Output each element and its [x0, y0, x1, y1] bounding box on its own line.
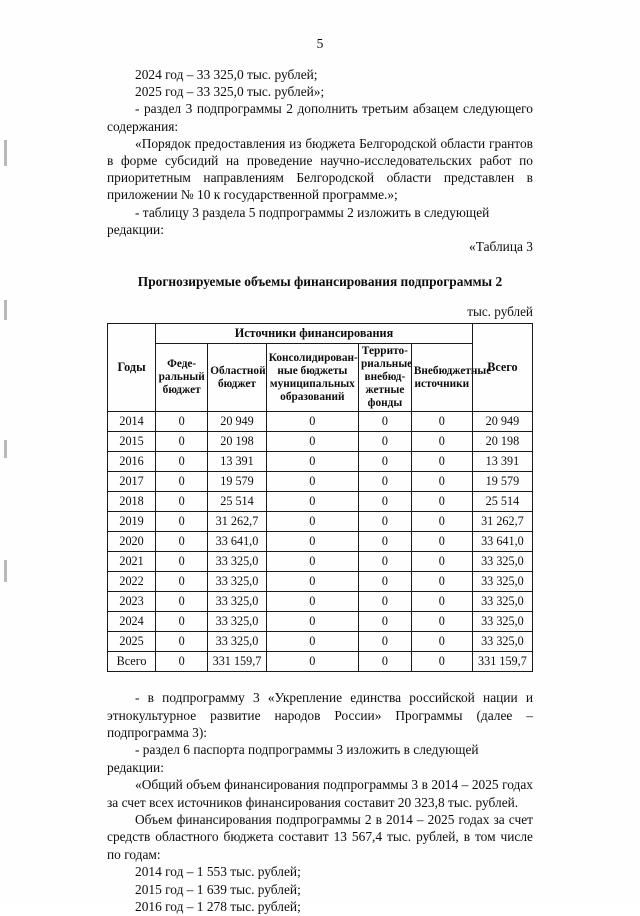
cell-fed: 0	[156, 532, 208, 552]
cell-fed: 0	[156, 572, 208, 592]
cell-fed: 0	[156, 652, 208, 672]
cell-terr: 0	[358, 532, 411, 552]
cell-vneb: 0	[411, 612, 472, 632]
cell-total: 13 391	[472, 452, 532, 472]
cell-fed: 0	[156, 452, 208, 472]
table-row	[108, 412, 533, 432]
cell-years: 2023	[108, 592, 156, 612]
cell-fed: 0	[156, 412, 208, 432]
scan-artifact-mark	[4, 140, 7, 166]
cell-terr: 0	[358, 492, 411, 512]
paragraph-section3-addition: - раздел 3 подпрограммы 2 дополнить третьим абзацем следующего содержания:	[107, 101, 533, 134]
cell-cons: 0	[266, 612, 358, 632]
cell-vneb: 0	[411, 432, 472, 452]
column-header-years: Годы	[108, 324, 156, 412]
cell-fed: 0	[156, 512, 208, 532]
cell-terr: 0	[358, 592, 411, 612]
cell-total: 331 159,7	[472, 652, 532, 672]
page-content	[107, 66, 533, 916]
table-row	[108, 532, 533, 552]
cell-years: 2019	[108, 512, 156, 532]
paragraph-2016-amount: 2016 год – 1 278 тыс. рублей;	[135, 899, 301, 915]
cell-obl: 33 641,0	[208, 532, 267, 552]
cell-terr: 0	[358, 552, 411, 572]
scan-artifact-mark	[4, 560, 7, 582]
cell-obl: 20 949	[208, 412, 267, 432]
cell-cons: 0	[266, 432, 358, 452]
table-row	[108, 552, 533, 572]
cell-total: 20 949	[472, 412, 532, 432]
cell-obl: 33 325,0	[208, 572, 267, 592]
paragraph-2015-amount: 2015 год – 1 639 тыс. рублей;	[135, 881, 301, 897]
cell-total: 33 325,0	[472, 592, 532, 612]
table-caption-label: «Таблица 3	[469, 239, 533, 255]
cell-total: 31 262,7	[472, 512, 532, 532]
table-row	[108, 592, 533, 612]
scan-artifact-mark	[4, 300, 7, 320]
column-header-regional-budget: Областной бюджет	[208, 344, 267, 412]
cell-years: 2018	[108, 492, 156, 512]
cell-cons: 0	[266, 412, 358, 432]
cell-vneb: 0	[411, 492, 472, 512]
cell-cons: 0	[266, 632, 358, 652]
cell-total: 19 579	[472, 472, 532, 492]
cell-obl: 33 325,0	[208, 632, 267, 652]
cell-cons: 0	[266, 572, 358, 592]
cell-cons: 0	[266, 532, 358, 552]
cell-fed: 0	[156, 492, 208, 512]
paragraph-2014-amount: 2014 год – 1 553 тыс. рублей;	[135, 864, 301, 880]
column-header-consolidated-budgets: Консолидирован- ные бюджеты муниципальных образований	[266, 344, 358, 412]
cell-years: 2015	[108, 432, 156, 452]
cell-vneb: 0	[411, 452, 472, 472]
cell-total: 25 514	[472, 492, 532, 512]
cell-years: 2014	[108, 412, 156, 432]
cell-terr: 0	[358, 472, 411, 492]
table-row	[108, 572, 533, 592]
cell-cons: 0	[266, 472, 358, 492]
cell-total: 33 641,0	[472, 532, 532, 552]
table-column-header-row	[108, 344, 533, 412]
cell-vneb: 0	[411, 472, 472, 492]
cell-total: 33 325,0	[472, 612, 532, 632]
table-row	[108, 492, 533, 512]
cell-obl: 33 325,0	[208, 552, 267, 572]
cell-fed: 0	[156, 632, 208, 652]
table-row	[108, 612, 533, 632]
cell-obl: 31 262,7	[208, 512, 267, 532]
cell-fed: 0	[156, 432, 208, 452]
cell-total: 33 325,0	[472, 552, 532, 572]
cell-years: 2020	[108, 532, 156, 552]
table-row	[108, 512, 533, 532]
cell-vneb: 0	[411, 552, 472, 572]
table-body	[108, 412, 533, 672]
cell-obl: 33 325,0	[208, 612, 267, 632]
cell-total: 33 325,0	[472, 572, 532, 592]
paragraph-grant-procedure: «Порядок предоставления из бюджета Белгородской области грантов в форме субсидий на проведение научно-исследовательских работ по приоритетным направлениям Белгородской области представлен в приложении № 10 к государственной программе.»;	[107, 135, 533, 203]
paragraph-total-financing: «Общий объем финансирования подпрограммы 3 в 2014 – 2025 годах за счет всех источников финансирования составит 20 323,8 тыс. рублей.	[107, 777, 533, 810]
table-group-header-row	[108, 324, 533, 344]
financing-table	[107, 323, 533, 672]
cell-cons: 0	[266, 492, 358, 512]
cell-fed: 0	[156, 552, 208, 572]
table-row	[108, 652, 533, 672]
cell-years: 2022	[108, 572, 156, 592]
cell-terr: 0	[358, 652, 411, 672]
column-group-header-sources: Источники финансирования	[156, 324, 473, 344]
cell-vneb: 0	[411, 572, 472, 592]
table-head	[108, 324, 533, 412]
cell-years: Всего	[108, 652, 156, 672]
cell-cons: 0	[266, 592, 358, 612]
cell-fed: 0	[156, 592, 208, 612]
cell-vneb: 0	[411, 632, 472, 652]
cell-years: 2021	[108, 552, 156, 572]
paragraph-section6-revision: - раздел 6 паспорта подпрограммы 3 изложить в следующей редакции:	[107, 742, 479, 775]
cell-terr: 0	[358, 452, 411, 472]
cell-vneb: 0	[411, 512, 472, 532]
cell-years: 2017	[108, 472, 156, 492]
column-header-federal-budget: Феде- ральный бюджет	[156, 344, 208, 412]
cell-fed: 0	[156, 472, 208, 492]
paragraph-regional-financing: Объем финансирования подпрограммы 2 в 2014 – 2025 годах за счет средств областного бюджета составит 13 567,4 тыс. рублей, в том числе по годам:	[107, 812, 533, 862]
table-row	[108, 432, 533, 452]
cell-obl: 33 325,0	[208, 592, 267, 612]
cell-obl: 20 198	[208, 432, 267, 452]
cell-fed: 0	[156, 612, 208, 632]
cell-cons: 0	[266, 512, 358, 532]
paragraph-subprogram3-intro: - в подпрограмму 3 «Укрепление единства российской нации и этнокультурное развитие народов России» Программы (далее – подпрограмма 3):	[107, 690, 533, 741]
cell-terr: 0	[358, 412, 411, 432]
column-header-territorial-funds: Террито- риальные внебюд- жетные фонды	[358, 344, 411, 412]
table-row	[108, 632, 533, 652]
cell-terr: 0	[358, 632, 411, 652]
table-title: Прогнозируемые объемы финансирования подпрограммы 2	[137, 274, 503, 290]
cell-years: 2024	[108, 612, 156, 632]
cell-cons: 0	[266, 452, 358, 472]
paragraph-2024-amount: 2024 год – 33 325,0 тыс. рублей;	[135, 67, 318, 82]
column-header-extrabudgetary: Внебюджетные источники	[411, 344, 472, 412]
paragraph-2025-amount: 2025 год – 33 325,0 тыс. рублей»;	[135, 84, 325, 100]
cell-years: 2016	[108, 452, 156, 472]
cell-total: 20 198	[472, 432, 532, 452]
cell-vneb: 0	[411, 592, 472, 612]
cell-vneb: 0	[411, 532, 472, 552]
cell-obl: 25 514	[208, 492, 267, 512]
table-units-label: тыс. рублей	[467, 304, 533, 320]
cell-terr: 0	[358, 612, 411, 632]
table-row	[108, 452, 533, 472]
cell-terr: 0	[358, 432, 411, 452]
cell-obl: 331 159,7	[208, 652, 267, 672]
cell-obl: 19 579	[208, 472, 267, 492]
paragraph-table3-revision: - таблицу 3 раздела 5 подпрограммы 2 изложить в следующей редакции:	[107, 204, 490, 237]
paragraphs-after-table	[107, 689, 533, 915]
cell-years: 2025	[108, 632, 156, 652]
cell-total: 33 325,0	[472, 632, 532, 652]
cell-terr: 0	[358, 572, 411, 592]
cell-cons: 0	[266, 552, 358, 572]
cell-obl: 13 391	[208, 452, 267, 472]
column-header-total: Всего	[472, 324, 532, 412]
cell-vneb: 0	[411, 412, 472, 432]
scan-artifact-mark	[4, 440, 7, 458]
cell-vneb: 0	[411, 652, 472, 672]
page-number: 5	[316, 36, 324, 51]
cell-terr: 0	[358, 512, 411, 532]
cell-cons: 0	[266, 652, 358, 672]
table-row	[108, 472, 533, 492]
